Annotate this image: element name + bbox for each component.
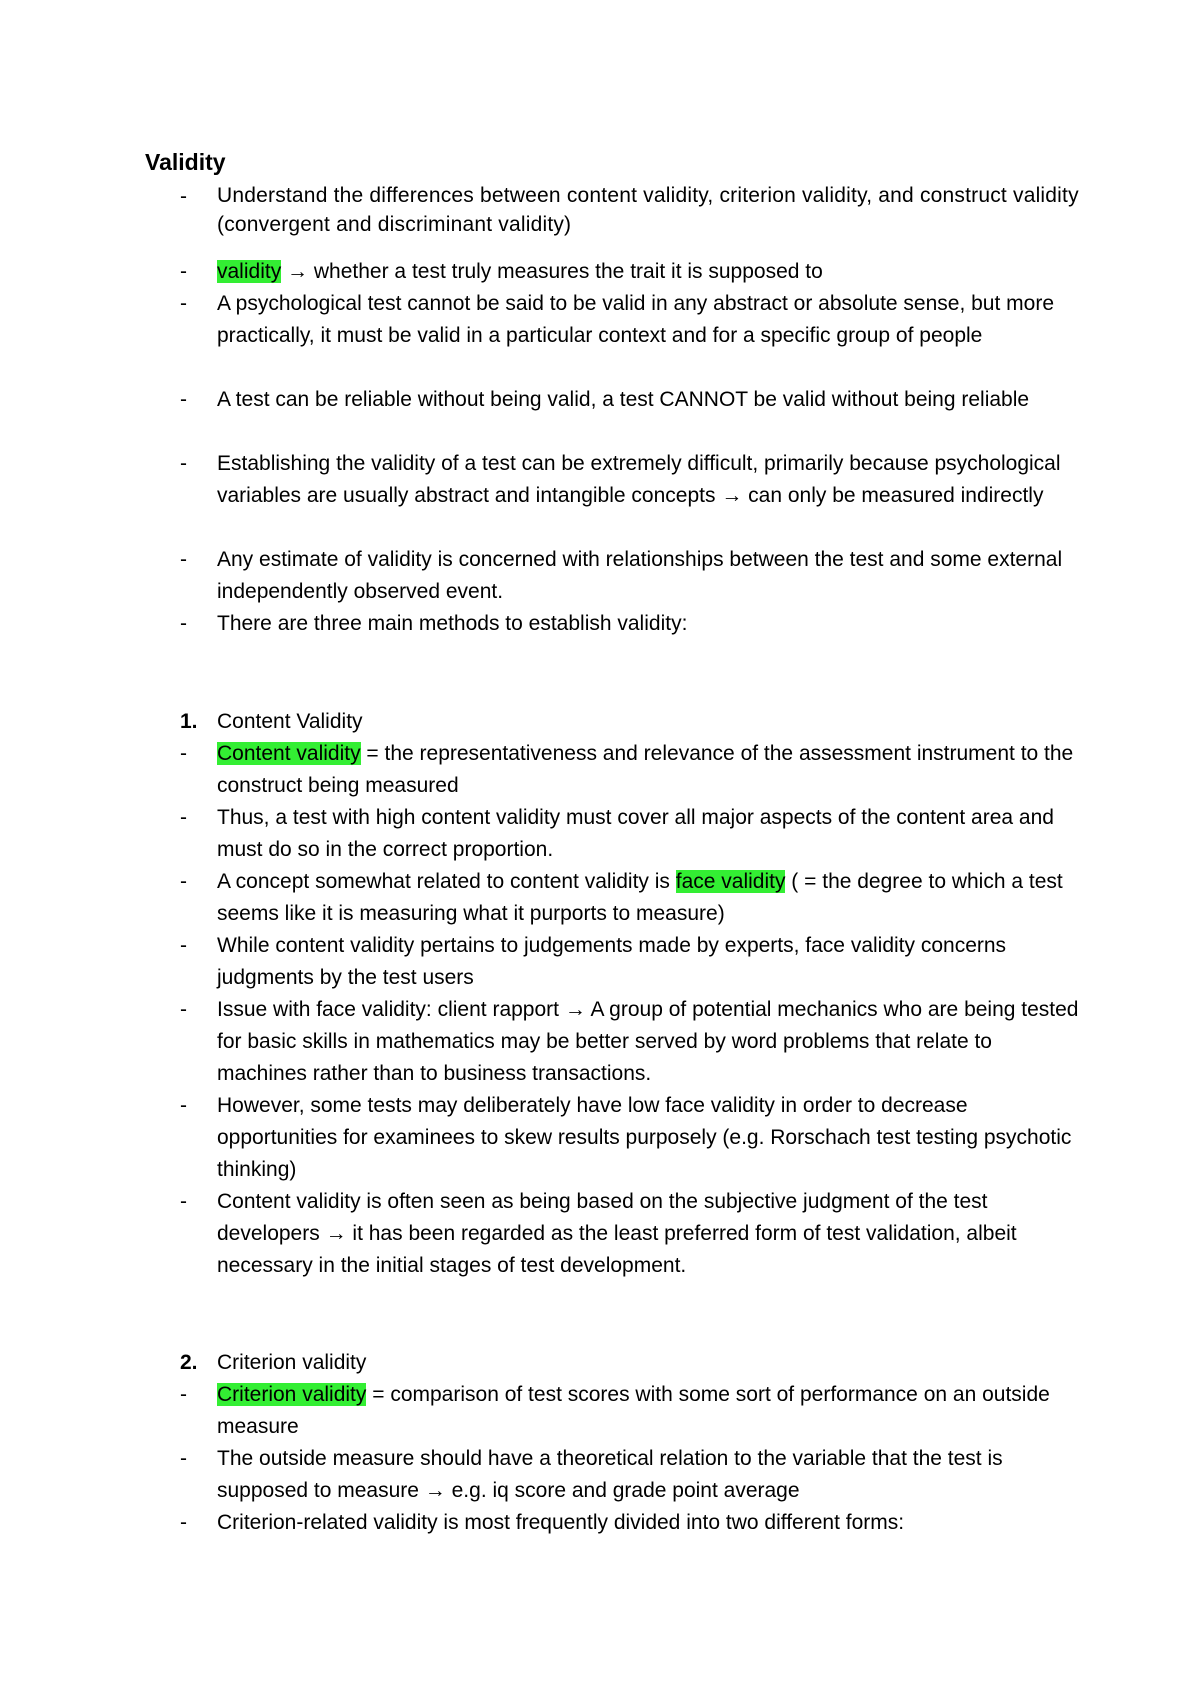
list-item	[180, 1090, 1080, 1186]
section-heading-text: Criterion validity	[217, 1351, 367, 1374]
arrow-icon: →	[721, 484, 743, 507]
bullet-text: Thus, a test with high content validity must cover all major aspects of the content area and must do so in the correct proportion.	[217, 806, 1054, 861]
section-number: 2.	[180, 1351, 198, 1374]
bullet-marker: -	[180, 260, 187, 283]
list-item	[180, 288, 1080, 352]
document-title: Validity	[145, 149, 226, 175]
section-heading-criterion-validity	[180, 1347, 1080, 1379]
highlighted-term: Content validity	[217, 742, 361, 765]
list-item	[180, 930, 1080, 994]
list-item	[180, 448, 1080, 512]
bullet-marker: -	[180, 998, 187, 1021]
list-item	[180, 802, 1080, 866]
highlighted-term: Criterion validity	[217, 1383, 367, 1406]
arrow-icon: →	[325, 1222, 347, 1245]
bullet-text: Issue with face validity: client rapport → A group of potential mechanics who are being tested for basic skills in mathematics may be better served by word problems that relate to machines rather than to business transactions.	[217, 998, 1079, 1085]
bullet-marker: -	[180, 934, 187, 957]
bullet-marker: -	[180, 292, 187, 315]
highlighted-term: validity	[217, 260, 282, 283]
bullet-marker: -	[180, 806, 187, 829]
bullet-text: The outside measure should have a theoretical relation to the variable that the test is supposed to measure → e.g. iq score and grade point average	[217, 1447, 1003, 1502]
bullet-text: Any estimate of validity is concerned with relationships between the test and some external independently observed event.	[217, 548, 1063, 603]
bullet-text: Content validity = the representativeness and relevance of the assessment instrument to the construct being measured	[217, 742, 1074, 797]
list-item	[180, 1507, 1080, 1539]
bullet-text: A concept somewhat related to content validity is face validity ( = the degree to which a test seems like it is measuring what it purports to measure)	[217, 870, 1063, 925]
bullet-marker: -	[180, 548, 187, 571]
bullet-text: There are three main methods to establish validity:	[217, 612, 688, 635]
list-item	[180, 544, 1080, 608]
list-item	[180, 608, 1080, 640]
section-heading-content-validity	[180, 706, 1080, 738]
bullet-marker: -	[180, 1447, 187, 1470]
arrow-icon: →	[287, 260, 309, 283]
bullet-text: Establishing the validity of a test can be extremely difficult, primarily because psychological variables are usually abstract and intangible concepts → can only be measured indirectly	[217, 452, 1061, 507]
bullet-marker: -	[180, 1383, 187, 1406]
bullet-text: While content validity pertains to judgements made by experts, face validity concerns judgments by the test users	[217, 934, 1007, 989]
list-item	[180, 1186, 1080, 1282]
bullet-text: A psychological test cannot be said to be valid in any abstract or absolute sense, but more practically, it must be valid in a particular context and for a specific group of people	[217, 292, 1054, 347]
list-item	[180, 256, 1080, 288]
list-item	[180, 1443, 1080, 1507]
bullet-text: Criterion validity = comparison of test scores with some sort of performance on an outside measure	[217, 1383, 1050, 1438]
bullet-text: Criterion-related validity is most frequently divided into two different forms:	[217, 1511, 905, 1534]
list-item	[180, 866, 1080, 930]
intro-bullet	[180, 181, 1080, 239]
arrow-icon: →	[564, 998, 586, 1021]
bullet-marker: -	[180, 1094, 187, 1117]
list-item	[180, 738, 1080, 802]
list-item	[180, 384, 1080, 416]
list-item	[180, 994, 1080, 1090]
bullet-marker: -	[180, 612, 187, 635]
bullet-marker: -	[180, 742, 187, 765]
bullet-text: A test can be reliable without being valid, a test CANNOT be valid without being reliable	[217, 388, 1030, 411]
section-heading-text: Content Validity	[217, 710, 363, 733]
bullet-marker: -	[180, 452, 187, 475]
bullet-marker: -	[180, 1511, 187, 1534]
bullet-marker: -	[180, 1190, 187, 1213]
bullet-text: However, some tests may deliberately have low face validity in order to decrease opportunities for examinees to skew results purposely (e.g. Rorschach test testing psychotic thinking)	[217, 1094, 1072, 1181]
bullet-text: validity → whether a test truly measures the trait it is supposed to	[217, 260, 823, 283]
list-item	[180, 1379, 1080, 1443]
bullet-marker: -	[180, 388, 187, 411]
arrow-icon: →	[424, 1479, 446, 1502]
bullet-marker: -	[180, 870, 187, 893]
section-number: 1.	[180, 710, 198, 733]
bullet-text: Understand the differences between content validity, criterion validity, and construct validity (convergent and discriminant validity)	[217, 184, 1079, 236]
bullet-text: Content validity is often seen as being based on the subjective judgment of the test developers → it has been regarded as the least preferred form of test validation, albeit necessary in the initial stages of test development.	[217, 1190, 1017, 1277]
highlighted-term: face validity	[675, 870, 786, 893]
bullet-marker: -	[180, 185, 187, 208]
